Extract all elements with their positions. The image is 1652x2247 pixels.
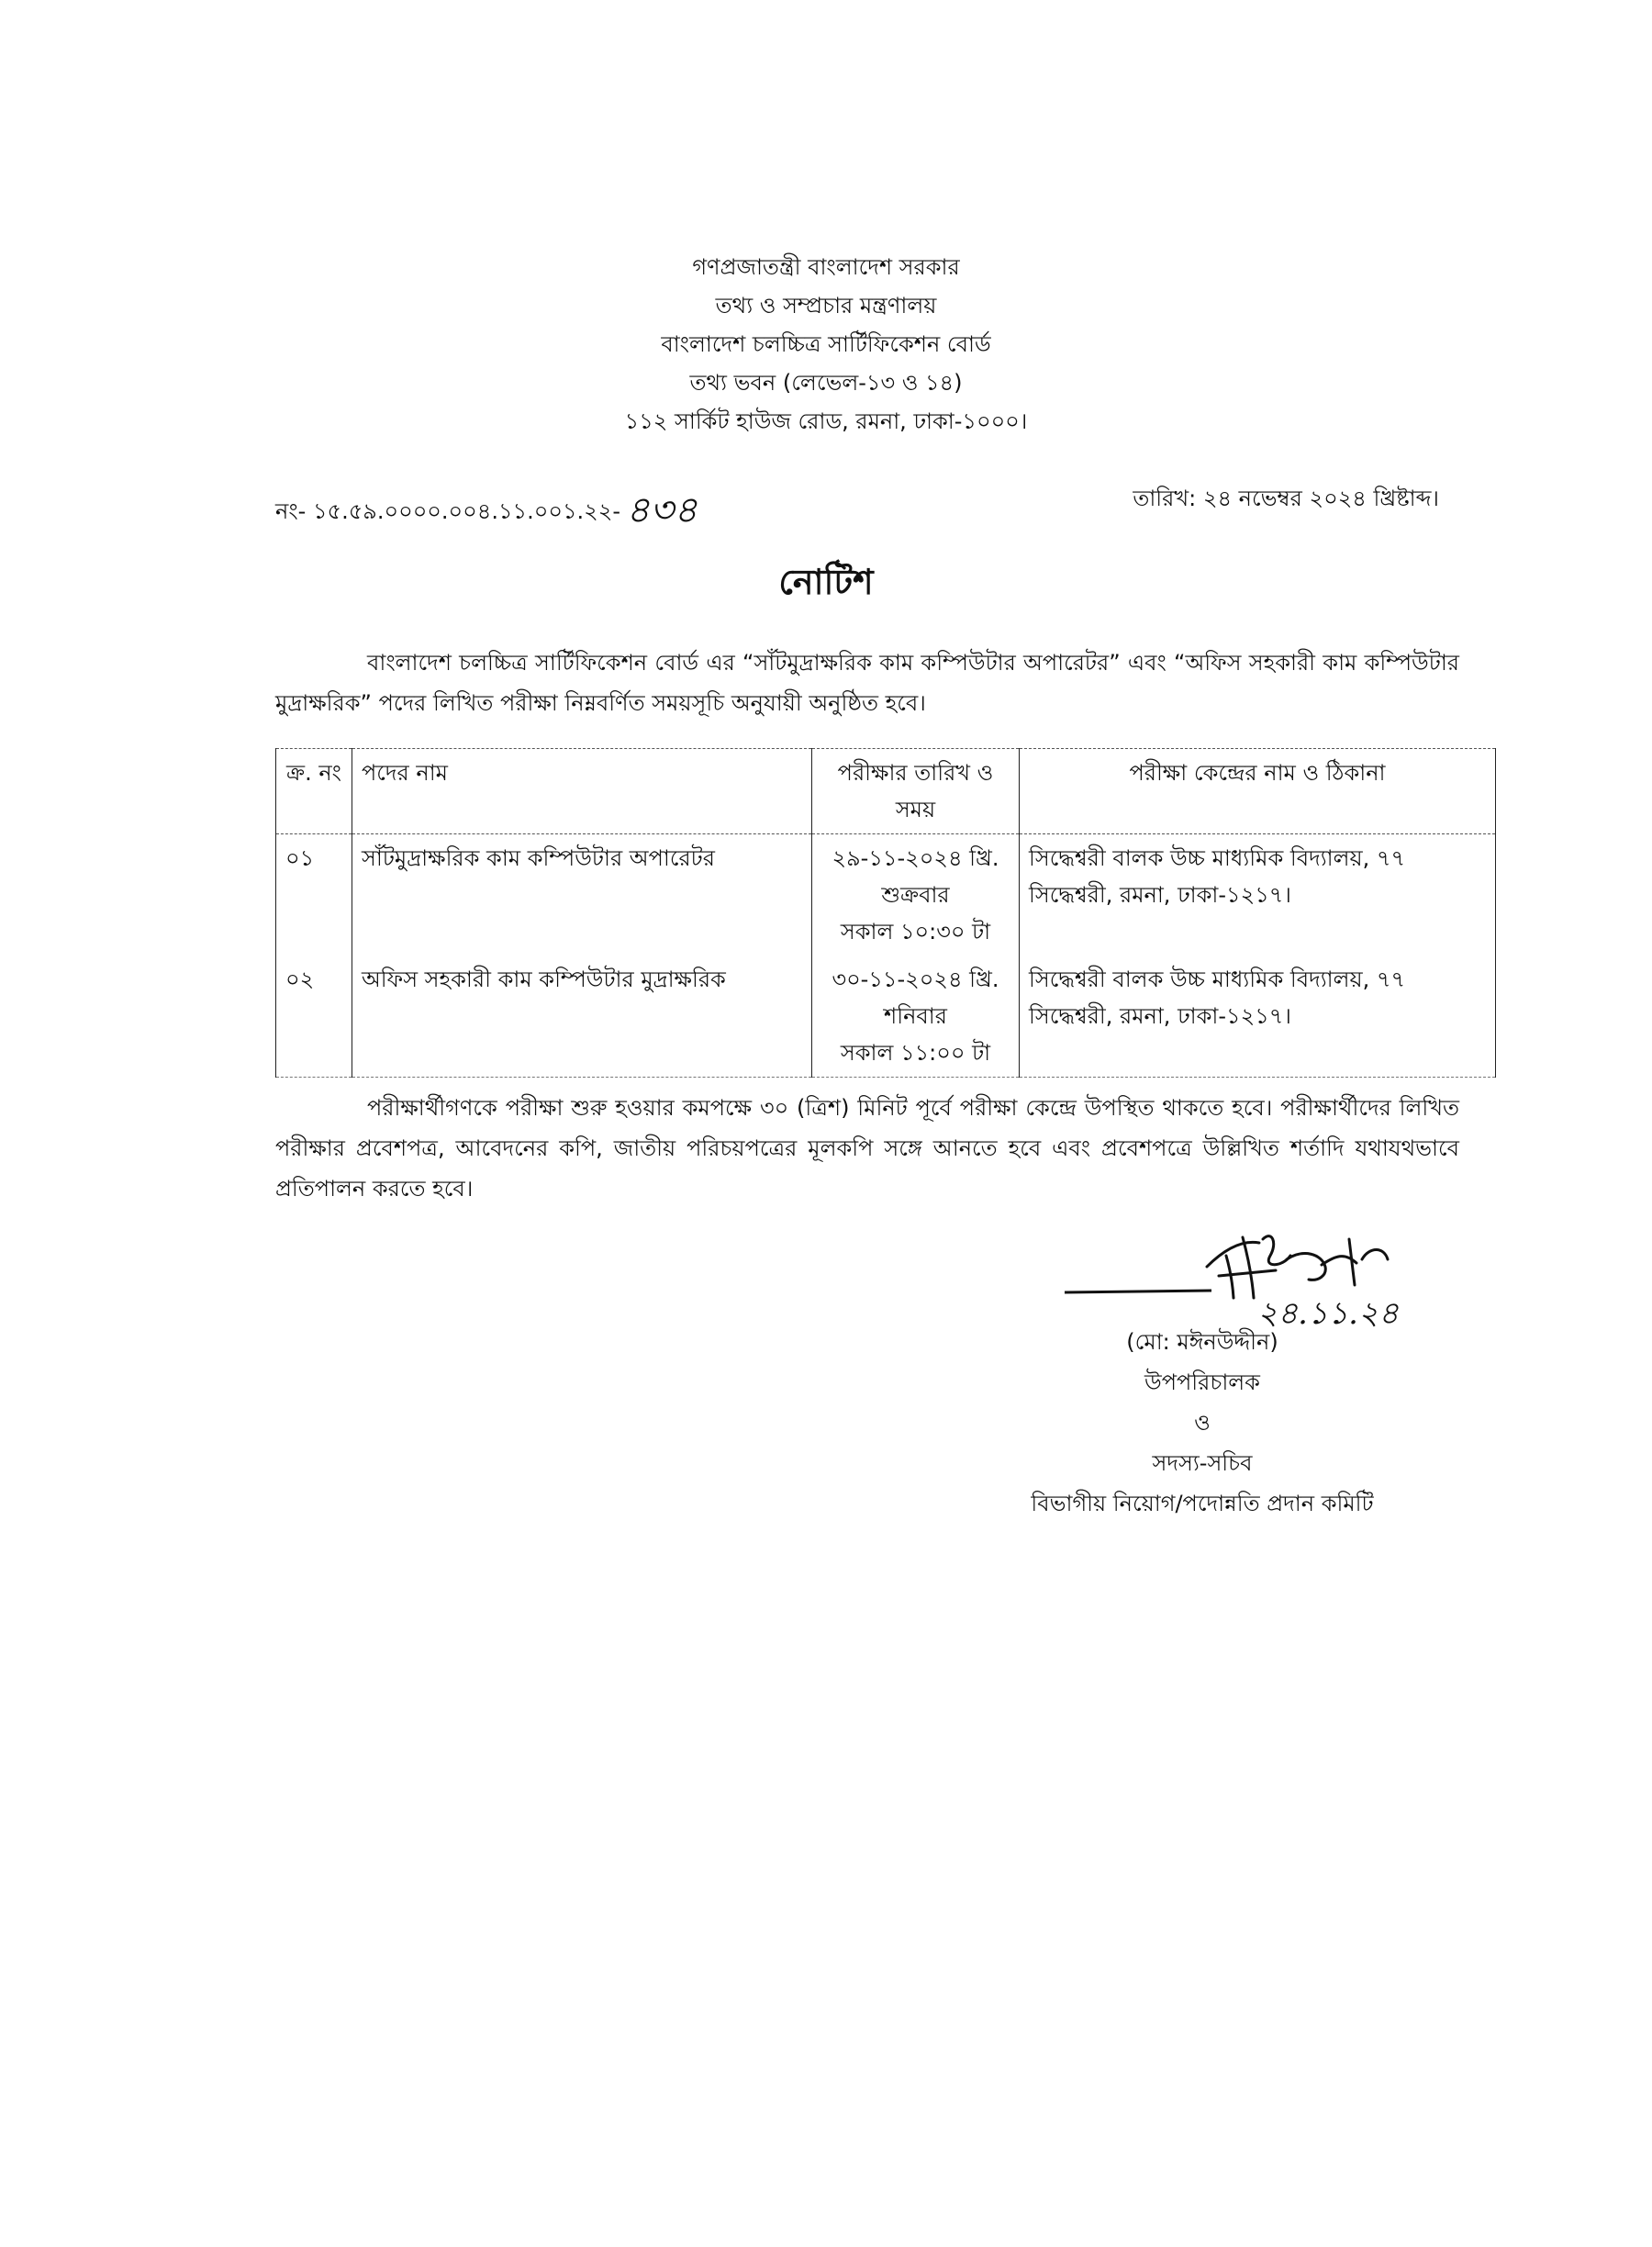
exam-schedule-table	[275, 748, 1496, 1078]
letterhead	[0, 248, 1652, 441]
signatory-designation: উপপরিচালক	[1144, 1369, 1260, 1395]
govt-name: গণপ্রজাতন্ত্রী বাংলাদেশ সরকার	[692, 254, 960, 280]
row-venue: সিদ্ধেশ্বরী বালক উচ্চ মাধ্যমিক বিদ্যালয়, ৭৭ সিদ্ধেশ্বরী, রমনা, ঢাকা-১২১৭।	[1020, 834, 1496, 956]
reference-handwritten: ৪৩৪	[626, 489, 698, 531]
reference-number	[275, 477, 698, 539]
row-datetime	[812, 956, 1020, 1078]
building-name: তথ্য ভবন (লেভেল-১৩ ও ১৪)	[689, 370, 963, 396]
notice-date: তারিখ: ২৪ নভেম্বর ২০২৪ খ্রিষ্টাব্দ।	[1133, 486, 1439, 511]
signature	[1046, 1202, 1441, 1331]
row-post: সাঁটমুদ্রাক্ষরিক কাম কম্পিউটার অপারেটর	[352, 834, 812, 956]
reference-number-text: নং- ১৫.৫৯.০০০০.০০৪.১১.০০১.২২-	[275, 498, 621, 524]
table-row	[276, 956, 1496, 1078]
row-day: শুক্রবার	[881, 882, 950, 908]
notice-title: নোটিশ	[778, 562, 874, 602]
row-day: শনিবার	[884, 1003, 947, 1029]
ministry-name: তথ্য ও সম্প্রচার মন্ত্রণালয়	[715, 293, 937, 319]
row-post: অফিস সহকারী কাম কম্পিউটার মুদ্রাক্ষরিক	[352, 956, 812, 1078]
table-row	[276, 834, 1496, 956]
signatory-role: সদস্য-সচিব	[1152, 1450, 1253, 1476]
row-time: সকাল ১০:৩০ টা	[840, 919, 991, 945]
row-time: সকাল ১১:০০ টা	[840, 1040, 991, 1066]
header-serial: ক্র. নং	[276, 749, 352, 834]
intro-paragraph: বাংলাদেশ চলচ্চিত্র সার্টিফিকেশন বোর্ড এর “সাঁটমুদ্রাক্ষরিক কাম কম্পিউটার অপারেটর” এবং “অফিস সহকারী কাম কম্পিউটার মুদ্রাক্ষরিক” পদের লিখিত পরীক্ষা নিম্নবর্ণিত সময়সূচি অনুযায়ী অনুষ্ঠিত হবে।	[275, 650, 1459, 716]
row-datetime	[812, 834, 1020, 956]
row-date: ২৯-১১-২০২৪ খ্রি.	[832, 845, 999, 871]
header-post: পদের নাম	[352, 749, 812, 834]
signatory-committee: বিভাগীয় নিয়োগ/পদোন্নতি প্রদান কমিটি	[1031, 1491, 1374, 1516]
signatory-block	[964, 1322, 1441, 1524]
signatory-name: (মো: মঈনউদ্দীন)	[1126, 1329, 1278, 1355]
address: ১১২ সার্কিট হাউজ রোড, রমনা, ঢাকা-১০০০।	[624, 408, 1028, 434]
row-serial: ০১	[276, 834, 352, 956]
header-datetime: পরীক্ষার তারিখ ও সময়	[812, 749, 1020, 834]
header-venue: পরীক্ষা কেন্দ্রের নাম ও ঠিকানা	[1020, 749, 1496, 834]
signature-date: ২৪.১১.২৪	[1257, 1295, 1400, 1331]
table-header-row	[276, 749, 1496, 834]
row-date: ৩০-১১-২০২৪ খ্রি.	[832, 967, 999, 992]
board-name: বাংলাদেশ চলচ্চিত্র সার্টিফিকেশন বোর্ড	[661, 331, 991, 357]
row-serial: ০২	[276, 956, 352, 1078]
row-venue: সিদ্ধেশ্বরী বালক উচ্চ মাধ্যমিক বিদ্যালয়, ৭৭ সিদ্ধেশ্বরী, রমনা, ঢাকা-১২১৭।	[1020, 956, 1496, 1078]
signatory-conjunction: ও	[1194, 1410, 1211, 1436]
instructions-paragraph: পরীক্ষার্থীগণকে পরীক্ষা শুরু হওয়ার কমপক্ষে ৩০ (ত্রিশ) মিনিট পূর্বে পরীক্ষা কেন্দ্রে উপস্থিত থাকতে হবে। পরীক্ষার্থীদের লিখিত পরীক্ষার প্রবেশপত্র, আবেদনের কপি, জাতীয় পরিচয়পত্রের মূলকপি সঙ্গে আনতে হবে এবং প্রবেশপত্রে উল্লিখিত শর্তাদি যথাযথভাবে প্রতিপালন করতে হবে।	[275, 1095, 1459, 1202]
